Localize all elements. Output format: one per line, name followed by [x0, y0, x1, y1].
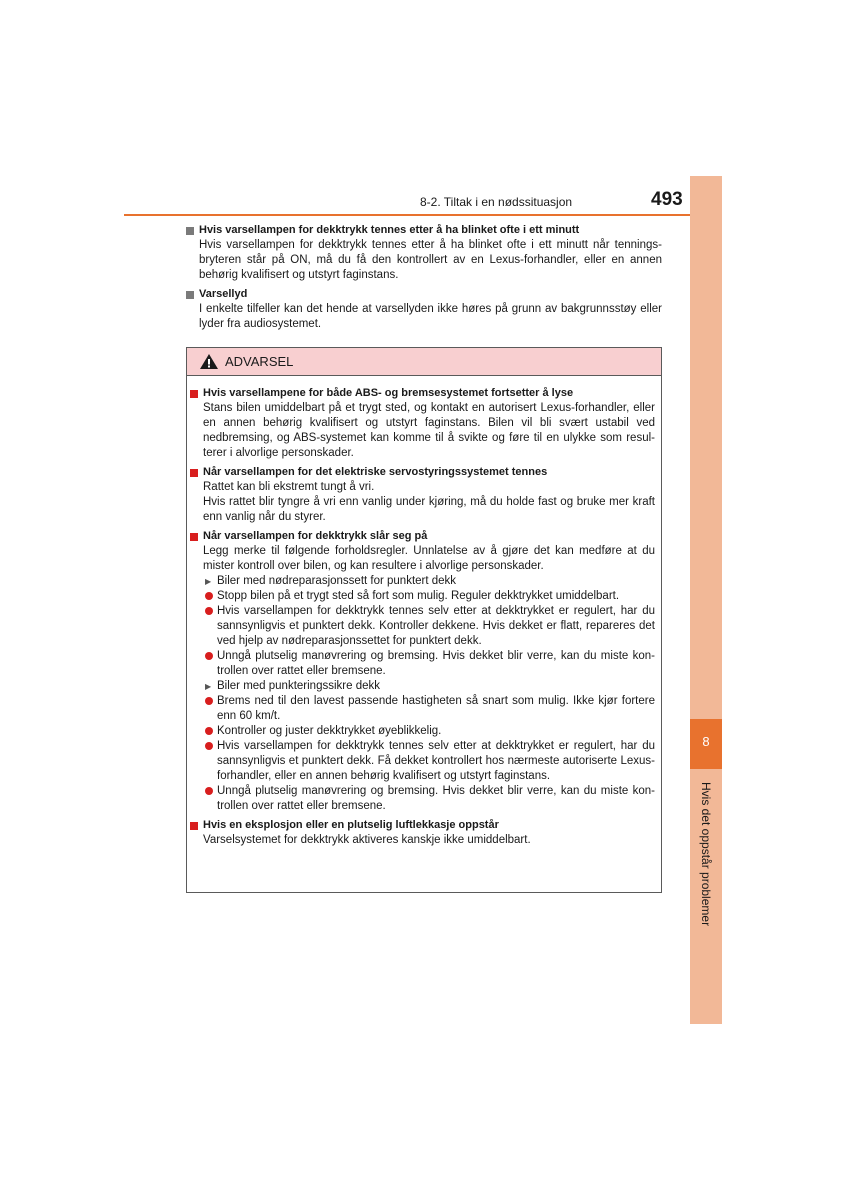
warning-heading-eps-text: Når varsellampen for det elektriske servostyringssystemet tennes: [203, 466, 548, 478]
red-dot-bullet-icon: [205, 697, 213, 705]
red-dot-bullet-icon: [205, 787, 213, 795]
warning-heading-abs-text: Hvis varsellampene for både ABS- og bremsesystemet fortsetter å lyse: [203, 387, 574, 399]
red-dot-bullet-icon: [205, 607, 213, 615]
list-item-text: Kontroller og juster dekktrykket øyeblikkelig.: [217, 725, 442, 737]
chapter-title-vertical: Hvis det oppstår problemer: [699, 782, 713, 927]
subheading-runflat: [205, 679, 655, 694]
list-item: [205, 724, 655, 739]
list-item: [205, 649, 655, 679]
intro-heading-1-text: Hvis varsellampen for dekktrykk tennes etter å ha blinket ofte i ett minutt: [199, 224, 580, 236]
list-item-text: Stopp bilen på et trygt sted så fort som mulig. Reguler dekktrykket umiddelbart.: [217, 590, 620, 602]
warning-header: [187, 348, 661, 376]
red-square-icon: [190, 533, 198, 541]
warning-heading-leak-text: Hvis en eksplosjon eller en plutselig luftlekkasje oppstår: [203, 819, 499, 831]
list-item: [205, 694, 655, 724]
subheading-repair-kit: [205, 574, 655, 589]
header-divider: [124, 214, 690, 216]
list-item: [205, 784, 655, 814]
gray-square-icon: [186, 227, 194, 235]
intro-heading-2: [186, 287, 662, 302]
intro-paragraph-2: I enkelte tilfeller kan det hende at varsellyden ikke høres på grunn av bakgrunnsstøy eller lyder fra audiosystemet.: [199, 303, 662, 330]
list-item-text: Hvis varsellampen for dekktrykk tennes selv etter at dekktrykket er regulert, har du sannsynligvis et punktert dekk. Få dekket kontrollert hos nærmeste autoriserte Lexus-forhandler, eller en annen behørig kvalifisert og utstyrt faginstans.: [217, 740, 655, 782]
warning-triangle-icon: [199, 353, 219, 370]
red-square-icon: [190, 469, 198, 477]
warning-heading-eps: [190, 465, 655, 480]
red-dot-bullet-icon: [205, 742, 213, 750]
subheading-repair-kit-text: Biler med nødreparasjonssett for punktert dekk: [217, 575, 457, 587]
warning-box: [186, 347, 662, 893]
red-dot-bullet-icon: [205, 592, 213, 600]
warning-heading-tpws-text: Når varsellampen for dekktrykk slår seg på: [203, 530, 428, 542]
red-dot-bullet-icon: [205, 727, 213, 735]
list-item: [205, 604, 655, 649]
warning-text-tpws: Legg merke til følgende forholdsregler. Unnlatelse av å gjøre det kan medføre at du mister kontroll over bilen, og kan resultere i alvorlige personskader.: [203, 545, 655, 572]
intro-heading-2-text: Varsellyd: [199, 288, 248, 300]
warning-heading-leak: [190, 818, 655, 833]
gray-square-icon: [186, 291, 194, 299]
intro-heading-1: [186, 223, 662, 238]
intro-paragraph-1: Hvis varsellampen for dekktrykk tennes etter å ha blinket ofte i ett minutt når tenningsbryteren står på ON, må du få den kontrollert av en Lexus-forhandler, eller en annen behørig kvalifisert og utstyrt faginstans.: [199, 239, 662, 281]
warning-heading-tpws: [190, 529, 655, 544]
intro-content: [186, 223, 662, 332]
warning-body: [187, 376, 661, 848]
chapter-number-badge: 8: [690, 719, 722, 769]
triangle-bullet-icon: ▶: [205, 577, 212, 586]
red-square-icon: [190, 390, 198, 398]
section-title: 8-2. Tiltak i en nødssituasjon: [420, 195, 573, 209]
warning-label: ADVARSEL: [225, 354, 294, 369]
subheading-runflat-text: Biler med punkteringssikre dekk: [217, 680, 380, 692]
list-item: [205, 589, 655, 604]
list-item-text: Unngå plutselig manøvrering og bremsing. Hvis dekket blir verre, kan du miste kontrollen over rattet eller bremsene.: [217, 650, 655, 677]
red-square-icon: [190, 822, 198, 830]
list-item: [205, 739, 655, 784]
page-number: 493: [651, 189, 683, 210]
list-item-text: Hvis varsellampen for dekktrykk tennes selv etter at dekktrykket er regulert, har du sannsynligvis et punktert dekk. Kontroller dekkene. Hvis dekket er flatt, repareres det ved hjelp av nødreparasjonssettet for punktert dekk.: [217, 605, 655, 647]
triangle-bullet-icon: ▶: [205, 682, 212, 691]
list-item-text: Unngå plutselig manøvrering og bremsing. Hvis dekket blir verre, kan du miste kontrollen over rattet eller bremsene.: [217, 785, 655, 812]
red-dot-bullet-icon: [205, 652, 213, 660]
warning-text-eps-2: Hvis rattet blir tyngre å vri enn vanlig under kjøring, må du holde fast og bruke mer kraft enn vanlig når du styrer.: [203, 496, 655, 523]
warning-heading-abs: [190, 386, 655, 401]
warning-text-leak: Varselsystemet for dekktrykk aktiveres kanskje ikke umiddelbart.: [203, 834, 531, 846]
warning-text-eps-1: Rattet kan bli ekstremt tungt å vri.: [203, 481, 375, 493]
warning-text-abs: Stans bilen umiddelbart på et trygt sted, og kontakt en autorisert Lexus-forhandler, eller en annen behørig kvalifisert og utstyrt faginstans. Bilen vil bli svært ustabil ved nedbremsing, og ABS-systemet kan komme til å svikte og føre til en ulykke som resulterer i alvorlige personskader.: [203, 402, 655, 459]
list-item-text: Brems ned til den lavest passende hastigheten så snart som mulig. Ikke kjør fortere enn 60 km/t.: [217, 695, 655, 722]
